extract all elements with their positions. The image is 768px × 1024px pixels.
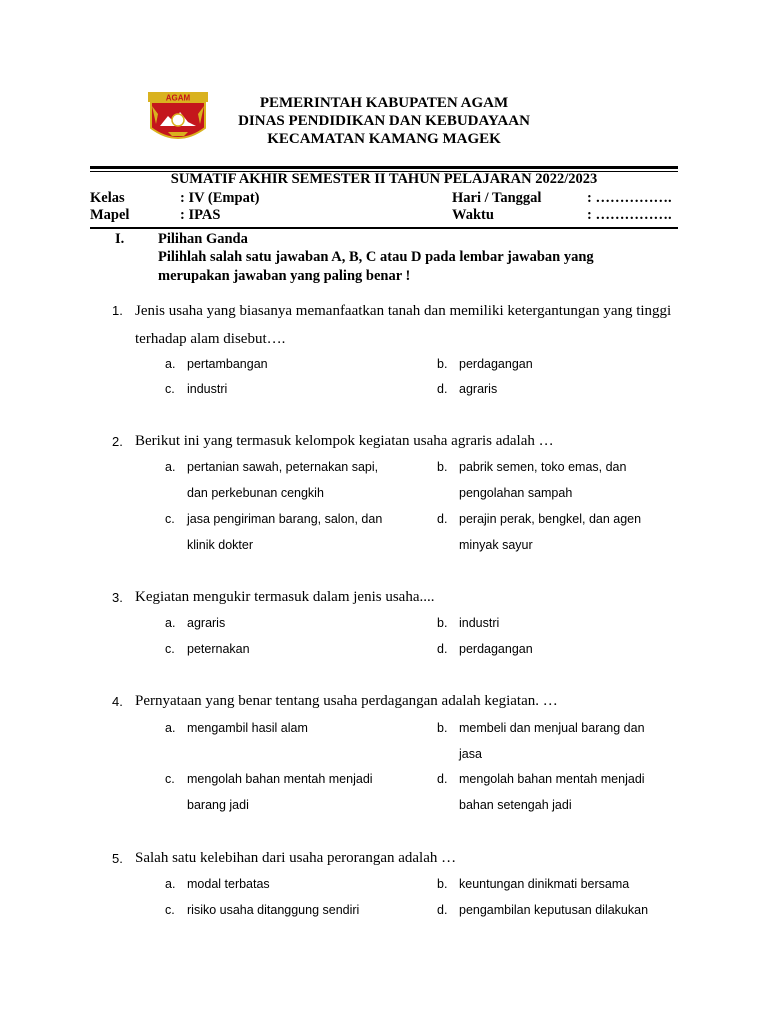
question-number: 1. bbox=[112, 303, 123, 318]
letterhead-line-2: DINAS PENDIDIKAN DAN KEBUDAYAAN bbox=[238, 113, 530, 129]
question-text: Berikut ini yang termasuk kelompok kegiatan usaha agraris adalah … bbox=[135, 433, 554, 449]
option-text: industri bbox=[187, 382, 228, 396]
option-text: pertanian sawah, peternakan sapi, dan perkebunan cengkih bbox=[187, 460, 379, 500]
option-text: perajin perak, bengkel, dan agen minyak sayur bbox=[459, 512, 642, 552]
question-text: Pernyataan yang benar tentang usaha perdagangan adalah kegiatan. … bbox=[135, 693, 558, 709]
question-text: Kegiatan mengukir termasuk dalam jenis usaha.... bbox=[135, 589, 435, 605]
question-text: Salah satu kelebihan dari usaha perorangan adalah … bbox=[135, 850, 457, 866]
option-text: perdagangan bbox=[459, 357, 533, 371]
option-letter: c. bbox=[165, 772, 175, 786]
option-text: mengolah bahan mentah menjadi bahan setengah jadi bbox=[459, 772, 645, 812]
option-letter: b. bbox=[437, 721, 448, 735]
option-text: peternakan bbox=[187, 642, 250, 656]
option-text: industri bbox=[459, 616, 500, 630]
question-text: Jenis usaha yang biasanya memanfaatkan tanah dan memiliki ketergantungan yang tinggi terhadap alam disebut…. bbox=[135, 303, 672, 347]
mapel-label: Mapel bbox=[90, 207, 130, 223]
option-letter: a. bbox=[165, 877, 176, 891]
option-letter: d. bbox=[437, 642, 448, 656]
option-letter: a. bbox=[165, 616, 176, 630]
option-letter: c. bbox=[165, 642, 175, 656]
option-letter: a. bbox=[165, 460, 176, 474]
option-text: perdagangan bbox=[459, 642, 533, 656]
option-text: agraris bbox=[459, 382, 498, 396]
section-number: I. bbox=[115, 231, 125, 247]
hari-tanggal-label: Hari / Tanggal bbox=[452, 190, 542, 206]
option-letter: b. bbox=[437, 460, 448, 474]
question-number: 4. bbox=[112, 694, 123, 709]
option-letter: d. bbox=[437, 772, 448, 786]
option-letter: d. bbox=[437, 903, 448, 917]
hari-tanggal-value: : ……………. bbox=[587, 190, 672, 206]
letterhead-line-1: PEMERINTAH KABUPATEN AGAM bbox=[259, 95, 509, 111]
option-letter: c. bbox=[165, 382, 175, 396]
option-letter: a. bbox=[165, 357, 176, 371]
option-letter: a. bbox=[165, 721, 176, 735]
mapel-value: : IPAS bbox=[180, 207, 221, 223]
option-text: pabrik semen, toko emas, dan pengolahan sampah bbox=[459, 460, 627, 500]
option-letter: b. bbox=[437, 616, 448, 630]
option-text: agraris bbox=[187, 616, 226, 630]
waktu-label: Waktu bbox=[452, 207, 494, 223]
option-text: risiko usaha ditanggung sendiri bbox=[187, 903, 360, 917]
question-number: 3. bbox=[112, 590, 123, 605]
section-title: Pilihan Ganda bbox=[158, 231, 248, 247]
option-letter: d. bbox=[437, 512, 448, 526]
option-text: keuntungan dinikmati bersama bbox=[459, 877, 630, 891]
option-text: pertambangan bbox=[187, 357, 268, 371]
option-letter: c. bbox=[165, 903, 175, 917]
option-text: modal terbatas bbox=[187, 877, 270, 891]
option-text: mengolah bahan mentah menjadi barang jadi bbox=[187, 772, 373, 812]
kelas-label: Kelas bbox=[90, 190, 125, 206]
option-letter: d. bbox=[437, 382, 448, 396]
letterhead-line-3: KECAMATAN KAMANG MAGEK bbox=[267, 131, 501, 147]
question-number: 2. bbox=[112, 434, 123, 449]
option-text: membeli dan menjual barang dan jasa bbox=[459, 721, 645, 761]
section-instruction: Pilihlah salah satu jawaban A, B, C atau D pada lembar jawaban yang merupakan jawaban yang paling benar ! bbox=[158, 249, 594, 284]
question-number: 5. bbox=[112, 851, 123, 866]
option-letter: b. bbox=[437, 357, 448, 371]
exam-title: SUMATIF AKHIR SEMESTER II TAHUN PELAJARAN 2022/2023 bbox=[170, 171, 598, 187]
option-letter: c. bbox=[165, 512, 175, 526]
option-text: jasa pengiriman barang, salon, dan klinik dokter bbox=[187, 512, 383, 552]
header-rule-thick bbox=[90, 166, 678, 169]
kelas-value: : IV (Empat) bbox=[180, 190, 260, 206]
option-text: pengambilan keputusan dilakukan bbox=[459, 903, 649, 917]
waktu-value: : ……………. bbox=[587, 207, 672, 223]
option-text: mengambil hasil alam bbox=[187, 721, 308, 735]
info-rule bbox=[90, 227, 678, 229]
option-letter: b. bbox=[437, 877, 448, 891]
letterhead bbox=[160, 94, 608, 148]
logo-text: AGAM bbox=[165, 93, 191, 103]
